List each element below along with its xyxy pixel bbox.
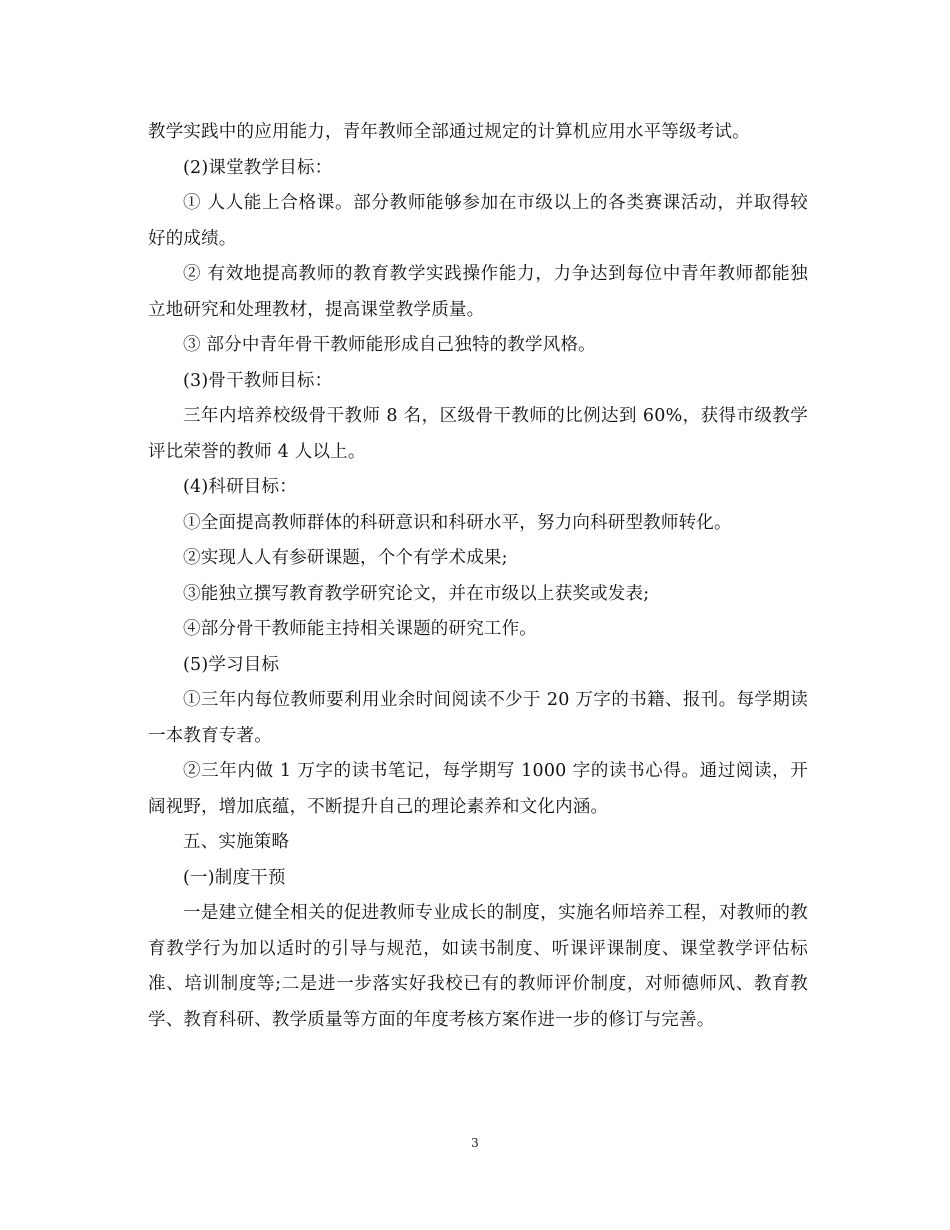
paragraph-system-intervention: 一是建立健全相关的促进教师专业成长的制度，实施名师培养工程，对教师的教育教学行为加以适时的引导与规范，如读书制度、听课评课制度、课堂教学评估标准、培训制度等;二是进一步落实好我校已有的教师评价制度，对师德师风、教育教学、教育科研、教学质量等方面的年度考核方案作进一步的修订与完善。 bbox=[148, 903, 808, 1030]
paragraph-research-goal-2: ②实现人人有参研课题，个个有学术成果; bbox=[183, 548, 508, 568]
paragraph-research-goal-1: ①全面提高教师群体的科研意识和科研水平，努力向科研型教师转化。 bbox=[183, 512, 732, 533]
paragraph-study-goal-2: ②三年内做 1 万字的读书笔记，每学期写 1000 字的读书心得。通过阅读，开阔视野，增加底蕴，不断提升自己的理论素养和文化内涵。 bbox=[148, 761, 808, 817]
paragraph-classroom-goal-3: ③ 部分中青年骨干教师能形成自己独特的教学风格。 bbox=[183, 335, 596, 355]
paragraph-research-goal-4: ④部分骨干教师能主持相关课题的研究工作。 bbox=[183, 619, 537, 639]
subheading-system-intervention: (一)制度干预 bbox=[183, 867, 286, 888]
heading-classroom-goals: (2)课堂教学目标： bbox=[183, 157, 333, 178]
paragraph-classroom-goal-2: ② 有效地提高教师的教育教学实践操作能力，力争达到每位中青年教师都能独立地研究和处理教材，提高课堂教学质量。 bbox=[148, 264, 808, 320]
paragraph-continuation: 教学实践中的应用能力，青年教师全部通过规定的计算机应用水平等级考试。 bbox=[148, 122, 750, 142]
paragraph-backbone-teacher-goal: 三年内培养校级骨干教师 8 名，区级骨干教师的比例达到 60%，获得市级教学评比荣誉的教师 4 人以上。 bbox=[148, 406, 808, 462]
paragraph-classroom-goal-1: ① 人人能上合格课。部分教师能够参加在市级以上的各类赛课活动，并取得较好的成绩。 bbox=[148, 193, 808, 249]
heading-research-goals: (4)科研目标： bbox=[183, 477, 297, 497]
heading-study-goals: (5)学习目标 bbox=[183, 654, 280, 675]
paragraph-research-goal-3: ③能独立撰写教育教学研究论文，并在市级以上获奖或发表; bbox=[183, 583, 650, 604]
document-body bbox=[148, 115, 808, 1038]
section-heading-implementation: 五、实施策略 bbox=[183, 832, 290, 852]
heading-backbone-teacher-goals: (3)骨干教师目标： bbox=[183, 370, 333, 391]
page-number: 3 bbox=[471, 1136, 479, 1150]
paragraph-study-goal-1: ①三年内每位教师要利用业余时间阅读不少于 20 万字的书籍、报刊。每学期读一本教育专著。 bbox=[148, 690, 808, 746]
